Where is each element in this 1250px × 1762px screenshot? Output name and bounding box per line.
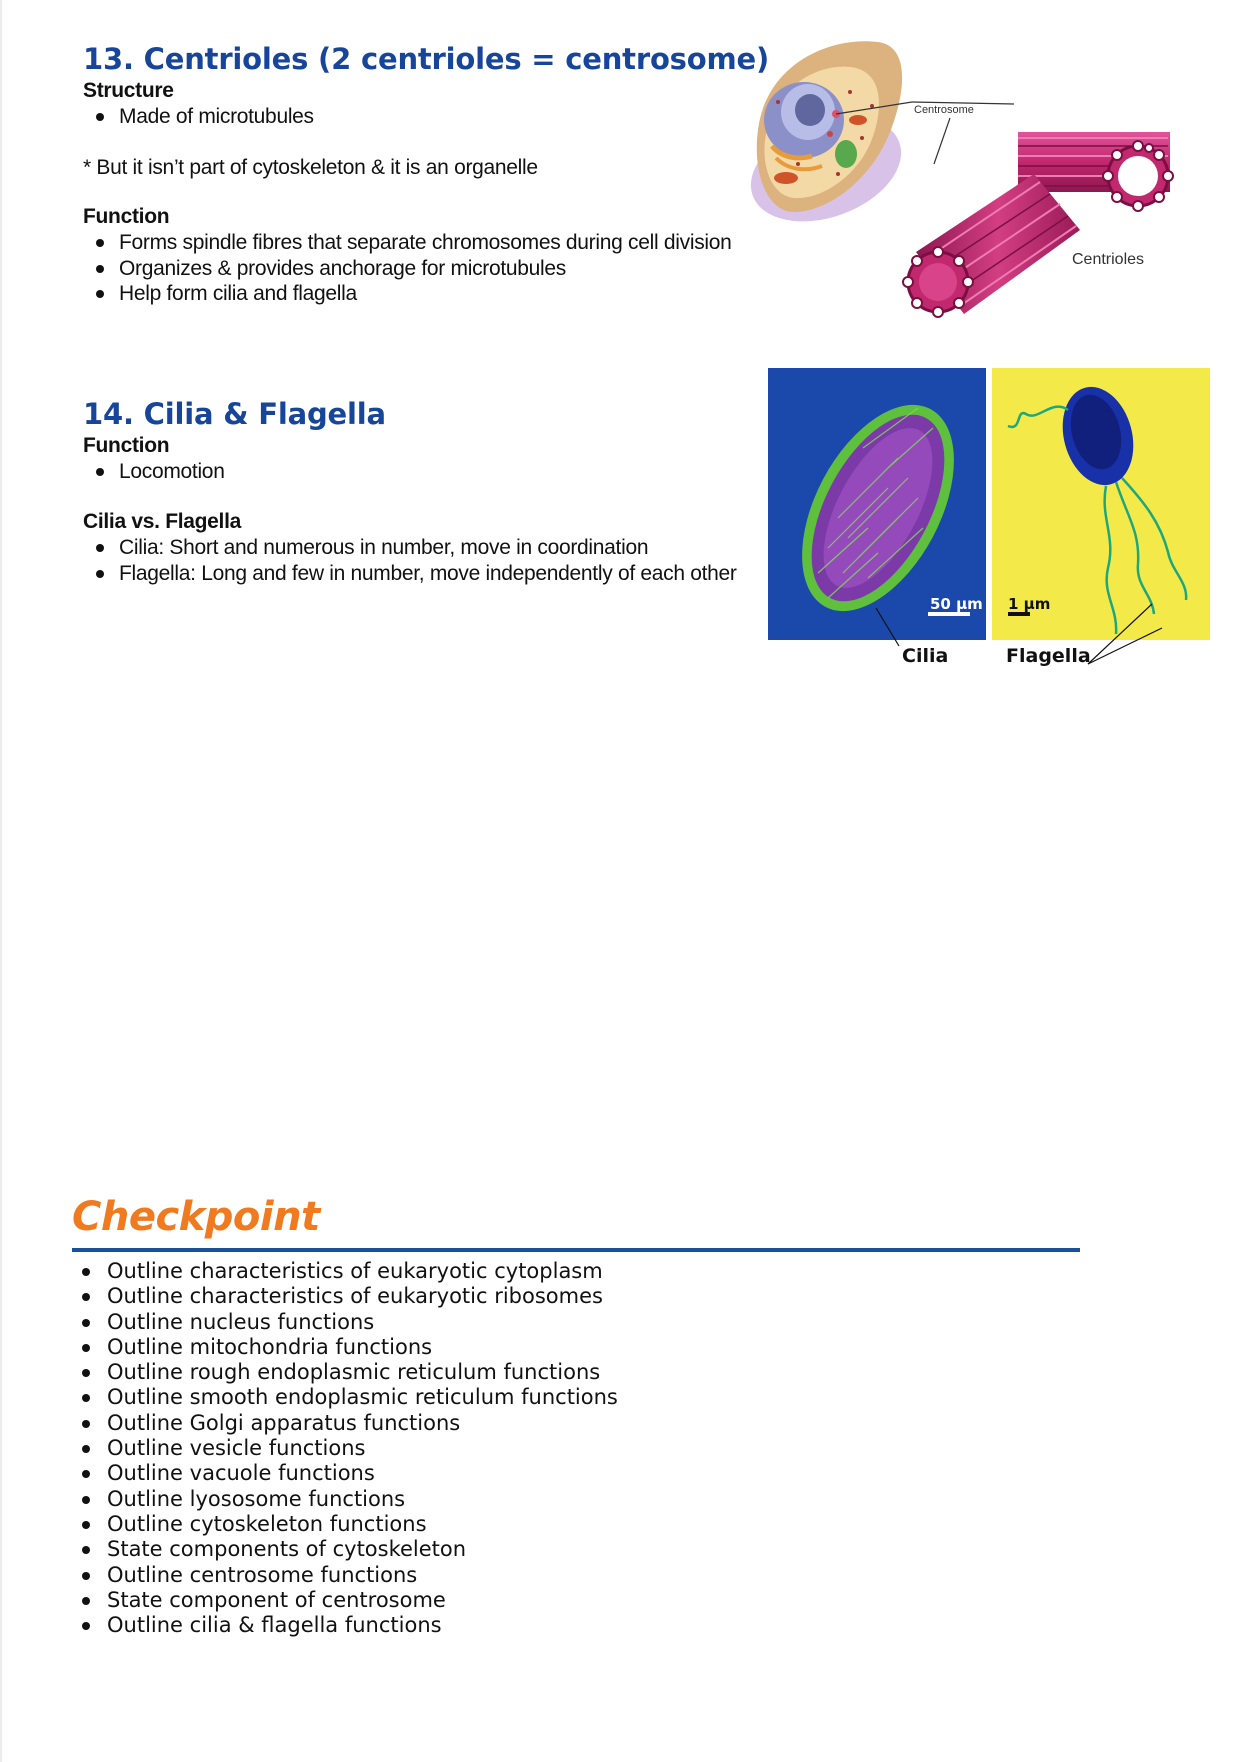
centrioles-label: Centrioles	[1072, 251, 1145, 268]
checkpoint-item: State components of cytoskeleton	[74, 1537, 618, 1562]
checkpoint-item: Outline vacuole functions	[74, 1461, 618, 1486]
flagella-micrograph	[992, 368, 1210, 640]
animal-cell-illustration	[738, 41, 916, 241]
centriole-diagonal	[903, 174, 1080, 317]
checkpoint-divider	[72, 1248, 1080, 1252]
centrosome-label: Centrosome	[914, 104, 974, 116]
list-item: Help form cilia and flagella	[83, 281, 732, 307]
checkpoint-item: Outline Golgi apparatus functions	[74, 1411, 618, 1436]
function-heading-13: Function	[83, 205, 170, 228]
checkpoint-title: Checkpoint	[72, 1194, 320, 1240]
list-item: Flagella: Long and few in number, move independently of each other	[83, 561, 737, 587]
centrosome-pointer	[934, 118, 950, 164]
checkpoint-item: Outline rough endoplasmic reticulum functions	[74, 1360, 618, 1385]
structure-heading: Structure	[83, 79, 174, 102]
organelle-note: * But it isn’t part of cytoskeleton & it is an organelle	[83, 156, 538, 179]
list-item: Locomotion	[83, 459, 225, 485]
cilia-flagella-figure	[768, 368, 1210, 674]
list-item: Forms spindle fibres that separate chromosomes during cell division	[83, 230, 732, 256]
section-13-title: 13. Centrioles (2 centrioles = centrosome)	[83, 42, 769, 76]
list-item: Organizes & provides anchorage for microtubules	[83, 256, 732, 282]
checkpoint-item: Outline vesicle functions	[74, 1436, 618, 1461]
checkpoint-item: Outline characteristics of eukaryotic cytoplasm	[74, 1259, 618, 1284]
compare-list	[83, 535, 737, 586]
flagella-label: Flagella	[1006, 645, 1091, 667]
function-list-13	[83, 230, 732, 307]
checkpoint-item: Outline nucleus functions	[74, 1310, 618, 1335]
section-14-title: 14. Cilia & Flagella	[83, 397, 386, 431]
checkpoint-item: Outline centrosome functions	[74, 1563, 618, 1588]
list-item: Cilia: Short and numerous in number, move in coordination	[83, 535, 737, 561]
checkpoint-item: State component of centrosome	[74, 1588, 618, 1613]
page-edge	[0, 0, 2, 1762]
checkpoint-item: Outline cytoskeleton functions	[74, 1512, 618, 1537]
checkpoint-item: Outline cilia & flagella functions	[74, 1613, 618, 1638]
checkpoint-item: Outline smooth endoplasmic reticulum functions	[74, 1385, 618, 1410]
cilia-scale-label: 50 µm	[930, 595, 983, 613]
list-item: Made of microtubules	[83, 104, 314, 130]
function-list-14	[83, 459, 225, 485]
cilia-micrograph	[768, 368, 986, 640]
checkpoint-item: Outline lyososome functions	[74, 1487, 618, 1512]
flagella-scale-label: 1 µm	[1008, 595, 1051, 613]
checkpoint-item: Outline mitochondria functions	[74, 1335, 618, 1360]
checkpoint-list	[74, 1259, 618, 1638]
cilia-label: Cilia	[902, 645, 949, 667]
structure-list	[83, 104, 314, 130]
checkpoint-item: Outline characteristics of eukaryotic ribosomes	[74, 1284, 618, 1309]
compare-heading: Cilia vs. Flagella	[83, 510, 242, 533]
function-heading-14: Function	[83, 434, 170, 457]
centriole-figure	[738, 34, 1190, 338]
